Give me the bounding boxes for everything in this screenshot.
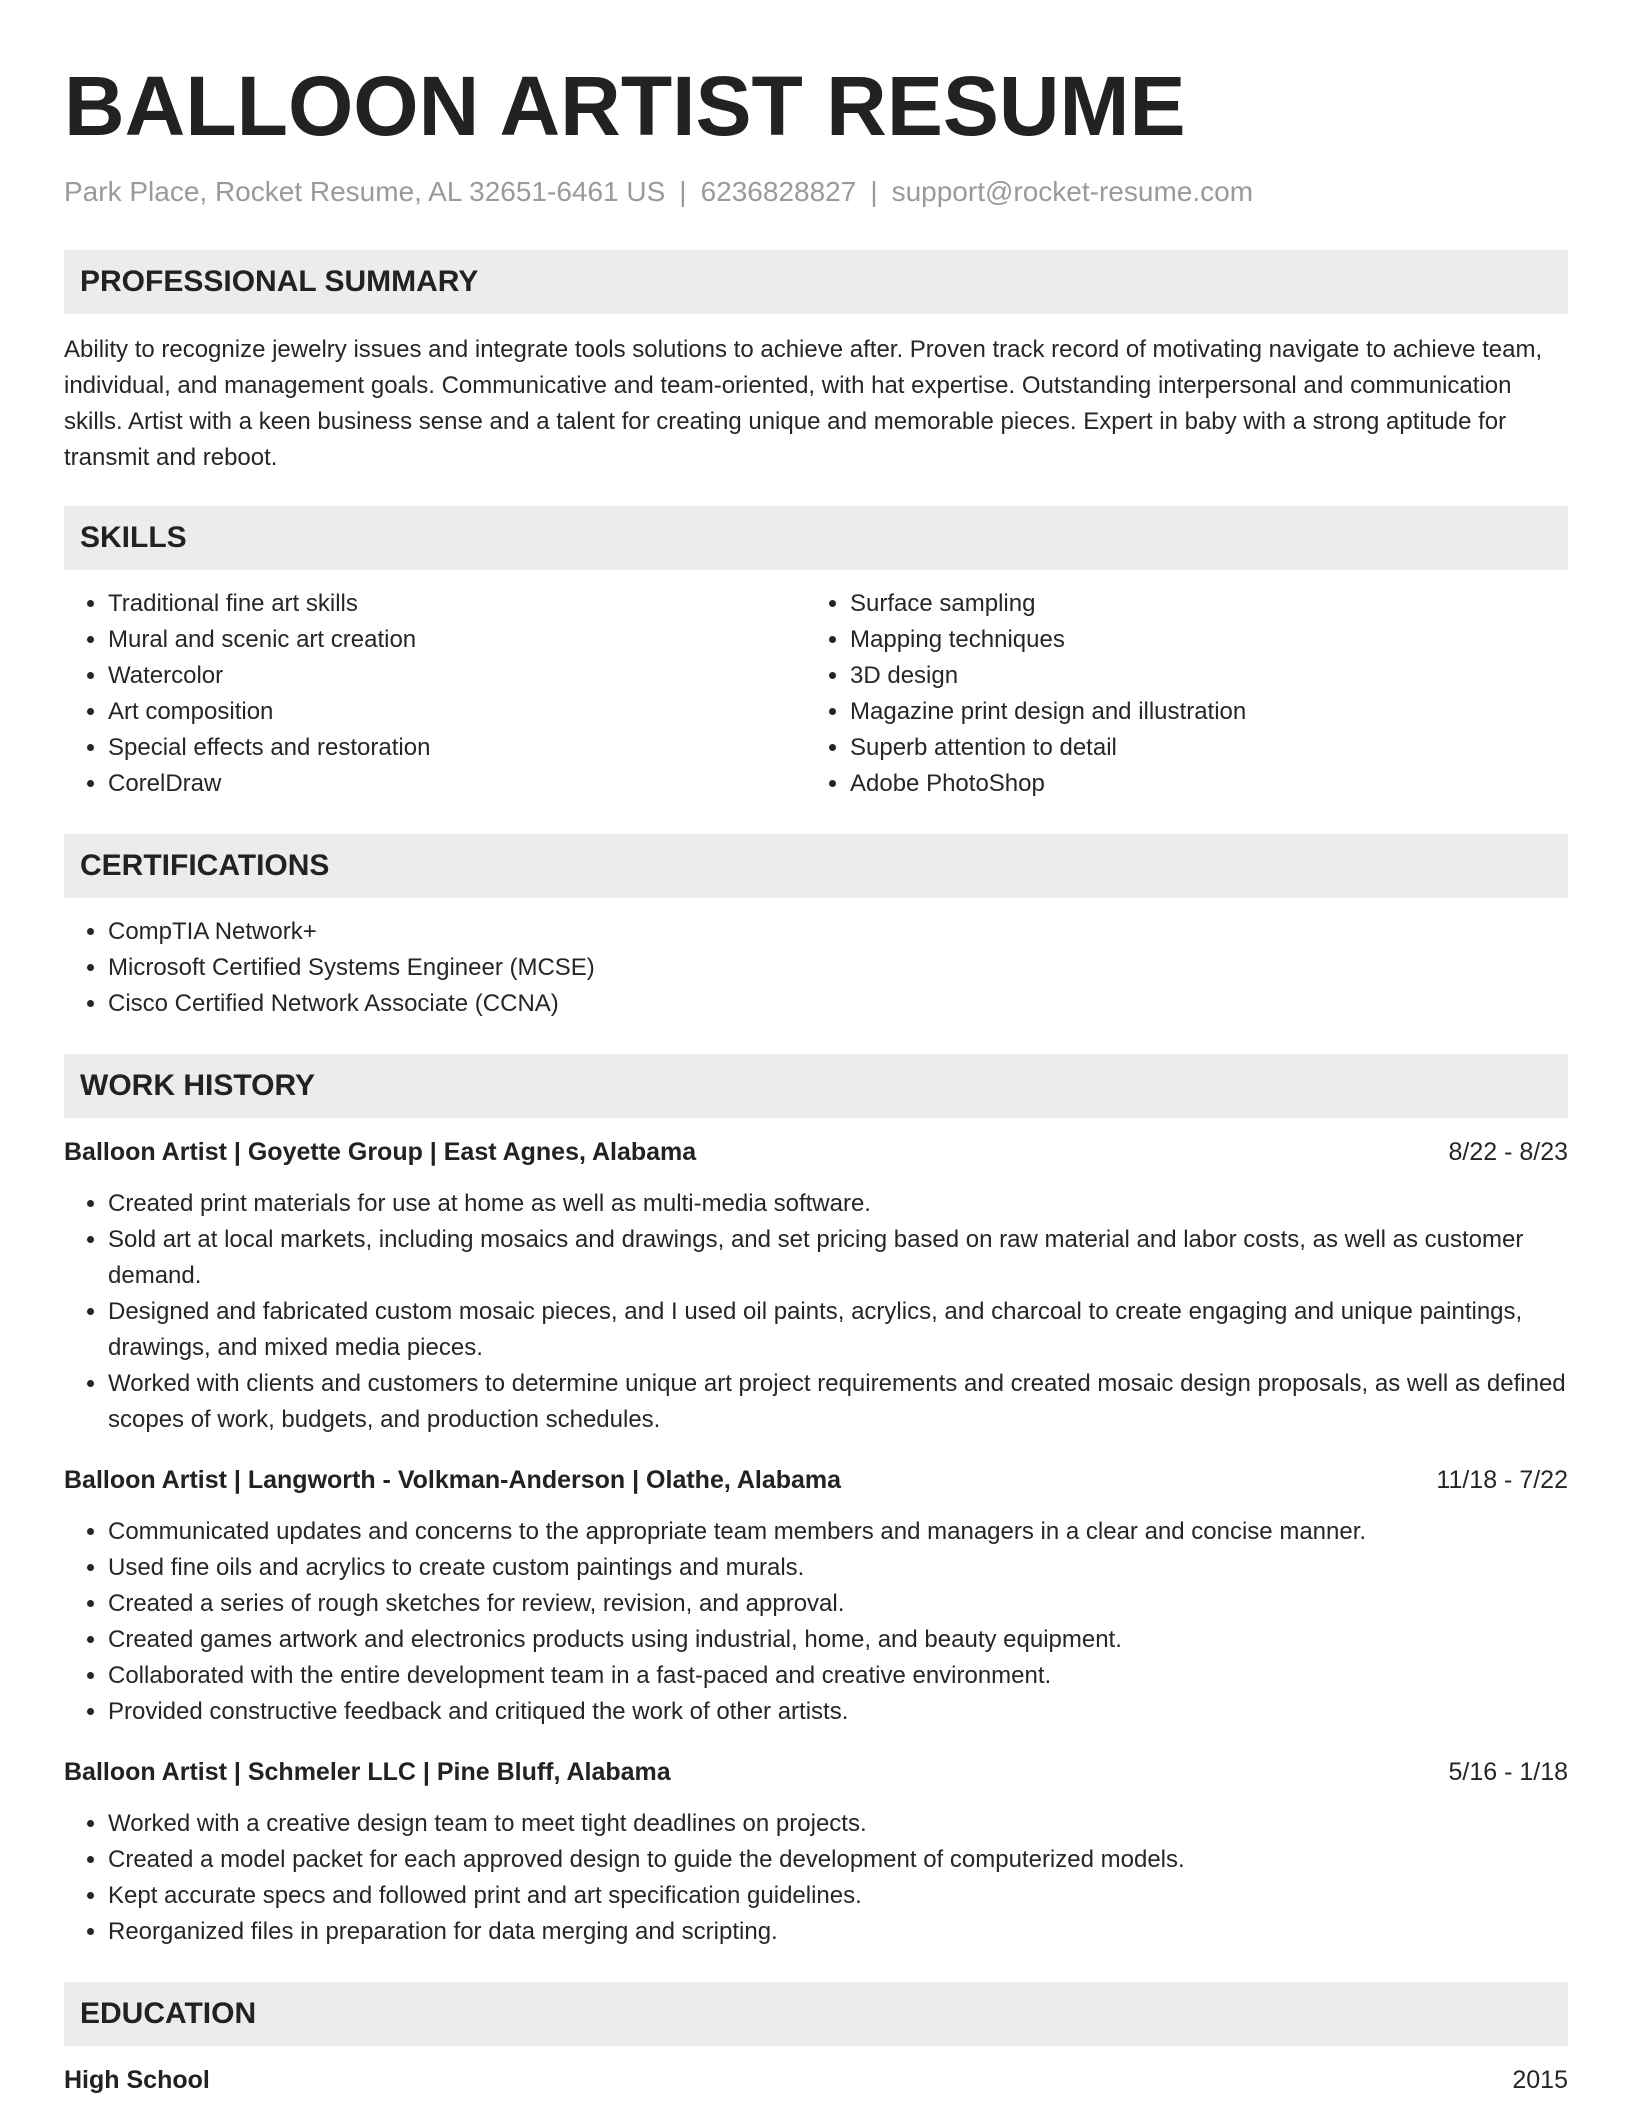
job-bullet: • Worked with clients and customers to determine unique art project requirements and created mosaic design proposals, as well as defined scopes of work, budgets, and production schedules. [108,1366,1568,1438]
skills-grid [64,586,1568,802]
section-header-skills: SKILLS [64,506,1568,570]
job-bullet: • Worked with a creative design team to meet tight deadlines on projects. [108,1806,1568,1842]
job-bullets [64,1186,1568,1438]
job-bullet: • Provided constructive feedback and critiqued the work of other artists. [108,1694,1568,1730]
skill-item: • Magazine print design and illustration [850,694,1548,730]
job-bullet: • Created print materials for use at home as well as multi-media software. [108,1186,1568,1222]
job-title: Balloon Artist | Langworth - Volkman-Anderson | Olathe, Alabama [64,1466,842,1494]
skill-item: • Mapping techniques [850,622,1548,658]
skills-list-right [806,586,1548,802]
contact-separator: | [870,176,878,207]
education-entry [64,2062,1568,2098]
skill-item: • Adobe PhotoShop [850,766,1548,802]
contact-phone: 6236828827 [700,176,857,207]
certification-item: • Cisco Certified Network Associate (CCNA) [108,986,1568,1022]
education-year: 2015 [1512,2066,1568,2094]
job-dates: 8/22 - 8/23 [1448,1138,1568,1166]
skill-item: • Surface sampling [850,586,1548,622]
contact-line [64,174,1568,210]
job-entry [64,1754,1568,1950]
contact-separator: | [679,176,687,207]
section-header-summary: PROFESSIONAL SUMMARY [64,250,1568,314]
skill-item: • Special effects and restoration [108,730,806,766]
job-title: Balloon Artist | Schmeler LLC | Pine Bluff, Alabama [64,1758,671,1786]
resume-title: BALLOON ARTIST RESUME [64,59,1186,153]
job-entry [64,1462,1568,1730]
skill-item: • Superb attention to detail [850,730,1548,766]
job-bullet: • Reorganized files in preparation for data merging and scripting. [108,1914,1568,1950]
job-bullet: • Created games artwork and electronics products using industrial, home, and beauty equipment. [108,1622,1568,1658]
job-header [64,1754,1568,1790]
job-entry [64,1134,1568,1438]
job-bullet: • Collaborated with the entire development team in a fast-paced and creative environment. [108,1658,1568,1694]
certification-item: • CompTIA Network+ [108,914,1568,950]
contact-email[interactable]: support@rocket-resume.com [891,176,1254,207]
job-bullet: • Sold art at local markets, including mosaics and drawings, and set pricing based on raw material and labor costs, as well as customer demand. [108,1222,1568,1294]
section-header-work-history: WORK HISTORY [64,1054,1568,1118]
certifications-list [64,914,1568,1022]
job-bullet: • Created a series of rough sketches for review, revision, and approval. [108,1586,1568,1622]
skills-list-left [64,586,806,802]
skill-item: • Mural and scenic art creation [108,622,806,658]
job-header [64,1462,1568,1498]
section-header-certifications: CERTIFICATIONS [64,834,1568,898]
skill-item: • Watercolor [108,658,806,694]
resume-page [64,0,1568,2098]
education-school: High School [64,2066,210,2094]
job-bullet: • Used fine oils and acrylics to create custom paintings and murals. [108,1550,1568,1586]
job-dates: 11/18 - 7/22 [1436,1466,1568,1494]
skill-item: • 3D design [850,658,1548,694]
section-header-education: EDUCATION [64,1982,1568,2046]
job-bullet: • Designed and fabricated custom mosaic pieces, and I used oil paints, acrylics, and charcoal to create engaging and unique paintings, drawings, and mixed media pieces. [108,1294,1568,1366]
contact-address: Park Place, Rocket Resume, AL 32651-6461 US [64,176,666,207]
skill-item: • CorelDraw [108,766,806,802]
skill-item: • Traditional fine art skills [108,586,806,622]
job-bullet: • Communicated updates and concerns to the appropriate team members and managers in a clear and concise manner. [108,1514,1568,1550]
job-bullets [64,1806,1568,1950]
job-bullet: • Created a model packet for each approved design to guide the development of computerized models. [108,1842,1568,1878]
certification-item: • Microsoft Certified Systems Engineer (MCSE) [108,950,1568,986]
job-header [64,1134,1568,1170]
job-bullets [64,1514,1568,1730]
summary-text: Ability to recognize jewelry issues and integrate tools solutions to achieve after. Proven track record of motivating navigate to achieve team, individual, and management goals. Communicative and team-oriented, with hat expertise. Outstanding interpersonal and communication skills. Artist with a keen business sense and a talent for creating unique and memorable pieces. Expert in baby with a strong aptitude for transmit and reboot. [64,336,1543,471]
skill-item: • Art composition [108,694,806,730]
job-dates: 5/16 - 1/18 [1448,1758,1568,1786]
job-bullet: • Kept accurate specs and followed print and art specification guidelines. [108,1878,1568,1914]
job-title: Balloon Artist | Goyette Group | East Agnes, Alabama [64,1138,697,1166]
